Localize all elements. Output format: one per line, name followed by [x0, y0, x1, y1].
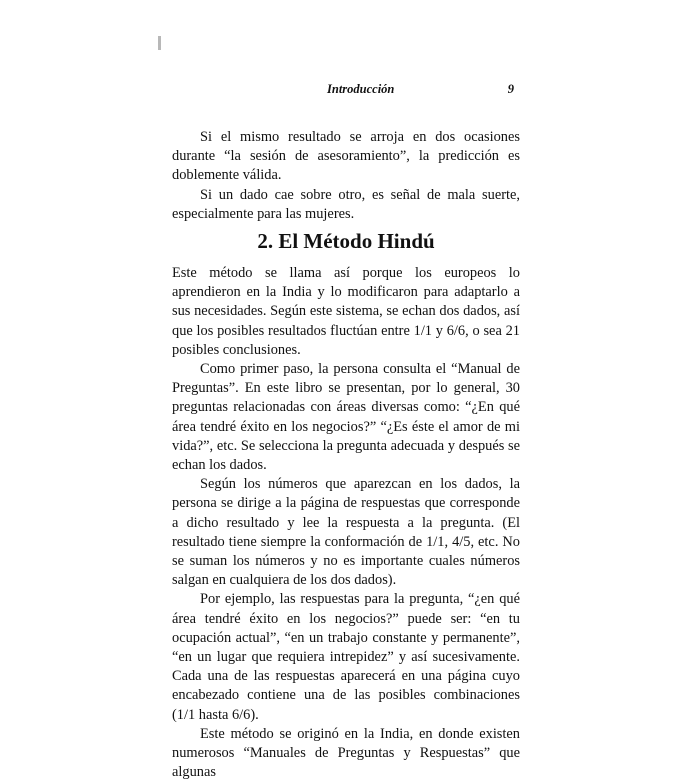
paragraph: Este método se llama así porque los europeos lo aprendieron en la India y lo modificaron para adaptarlo a sus necesidades. Según este sistema, se echan dos dados, así que los posibles resultados fluctúan entre 1/1 y 6/6, o sea 21 posibles conclusiones. [172, 265, 520, 358]
paragraph: Según los números que aparezcan en los dados, la persona se dirige a la página de respuestas que corresponde a dicho resultado y lee la respuesta a la pregunta. (El resultado tiene siempre la conformación de 1/1, 4/5, etc. No se suman los números y no es importante cuales números salgan en cualquiera de los dos dados). [172, 476, 520, 589]
paragraph: Si un dado cae sobre otro, es señal de mala suerte, especialmente para las mujeres. [172, 186, 520, 222]
running-title: Introducción [327, 82, 395, 96]
paragraph: Por ejemplo, las respuestas para la pregunta, “¿en qué área tendré éxito en los negocios?” puede ser: “en tu ocupación actual”, “en un trabajo constante y permanente”, “en un lugar que requiera intrepidez” y así sucesivamente. Cada una de las respuestas aparecerá en una página cuyo encabezado contiene una de las posibles combinaciones (1/1 hasta 6/6). [172, 591, 520, 723]
paragraph: Si el mismo resultado se arroja en dos ocasiones durante “la sesión de asesoramiento”, la predicción es doblemente válida. [172, 129, 520, 184]
continued-text-block [172, 128, 520, 224]
section-body [172, 264, 520, 782]
paragraph: Este método se originó en la India, en donde existen numerosos “Manuales de Preguntas y Respuestas” que algunas [172, 725, 520, 781]
page-number: 9 [507, 82, 514, 96]
section-heading: 2. El Método Hindú [257, 229, 435, 253]
paragraph: Como primer paso, la persona consulta el “Manual de Preguntas”. En este libro se presentan, por lo general, 30 preguntas relacionadas con áreas diversas como: “¿En qué área tendré éxito en los negocios?” “¿Es éste el amor de mi vida?”, etc. Se selecciona la pregunta adecuada y después se echan los dados. [172, 361, 520, 474]
scan-edge-mark [158, 36, 161, 50]
running-header [172, 82, 520, 104]
